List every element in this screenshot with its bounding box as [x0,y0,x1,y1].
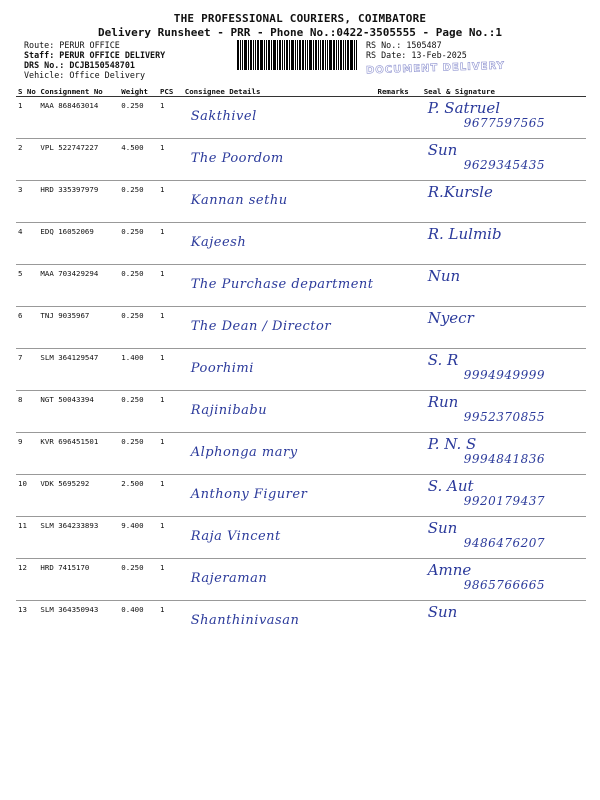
signature-cell [422,517,586,559]
receiver-phone: 9994949999 [463,368,546,382]
remarks-cell [376,223,422,265]
col-remarks: Remarks [376,86,422,97]
consignee-cell [183,559,376,601]
consignee-name-handwritten: Rajeraman [190,571,268,586]
consignee-cell [183,181,376,223]
remarks-cell [376,307,422,349]
row-weight: 2.500 [119,475,158,517]
consignee-cell [183,307,376,349]
row-sno: 7 [16,349,38,391]
signature-cell [422,475,586,517]
signature-area [424,143,584,177]
signature-area [424,605,584,639]
row-consignment-no: SLM 364233893 [38,517,119,559]
signature-area [424,185,584,219]
table-row [16,517,586,559]
signature-area [424,353,584,387]
consignee-name-handwritten: The Poordom [190,151,284,166]
signature-cell [422,307,586,349]
table-row [16,559,586,601]
consignee-cell [183,601,376,643]
row-sno: 8 [16,391,38,433]
consignee-name-handwritten: Raja Vincent [190,529,281,544]
row-consignment-no: VDK 5695292 [38,475,119,517]
route-label: Route: PERUR OFFICE [24,40,120,50]
receiver-signature: P. N. S [427,435,477,453]
row-weight: 0.250 [119,559,158,601]
row-consignment-no: HRD 7415170 [38,559,119,601]
row-sno: 3 [16,181,38,223]
table-row [16,181,586,223]
row-weight: 0.250 [119,181,158,223]
signature-area [424,101,584,135]
remarks-cell [376,97,422,139]
row-weight: 0.250 [119,391,158,433]
consignee-cell [183,265,376,307]
col-weight: Weight [119,86,158,97]
consignee-name-handwritten: Alphonga mary [190,445,298,460]
row-consignment-no: MAA 703429294 [38,265,119,307]
document-title: THE PROFESSIONAL COURIERS, COIMBATORE [173,12,427,25]
consignee-cell [183,433,376,475]
col-sno: S No [16,86,38,97]
remarks-cell [376,601,422,643]
table-row [16,139,586,181]
signature-cell [422,265,586,307]
remarks-cell [376,475,422,517]
signature-cell [422,601,586,643]
remarks-cell [376,391,422,433]
receiver-signature: Sun [427,603,458,621]
consignee-name-handwritten: The Purchase department [190,277,374,292]
row-pcs: 1 [158,265,183,307]
table-row [16,601,586,643]
remarks-cell [376,517,422,559]
consignee-cell [183,517,376,559]
row-weight: 9.400 [119,517,158,559]
remarks-cell [376,265,422,307]
receiver-signature: R. Lulmib [427,225,502,243]
row-pcs: 1 [158,307,183,349]
row-consignment-no: HRD 335397979 [38,181,119,223]
staff-label: Staff: PERUR OFFICE DELIVERY [24,50,166,60]
col-pcs: PCS [158,86,183,97]
row-pcs: 1 [158,139,183,181]
signature-cell [422,139,586,181]
receiver-phone: 9952370855 [463,410,546,424]
remarks-cell [376,349,422,391]
row-pcs: 1 [158,181,183,223]
signature-cell [422,433,586,475]
row-weight: 0.250 [119,265,158,307]
consignee-cell [183,97,376,139]
signature-area [424,437,584,471]
consignee-cell [183,223,376,265]
row-weight: 0.250 [119,307,158,349]
row-pcs: 1 [158,475,183,517]
receiver-signature: P. Satruel [427,99,501,117]
runsheet-table [16,86,586,642]
table-header-row [16,86,586,97]
remarks-cell [376,139,422,181]
row-consignment-no: EDQ 16052069 [38,223,119,265]
row-pcs: 1 [158,433,183,475]
row-pcs: 1 [158,349,183,391]
signature-cell [422,391,586,433]
receiver-phone: 9994841836 [463,452,546,466]
col-consignee: Consignee Details [183,86,376,97]
remarks-cell [376,181,422,223]
rs-number: RS No.: 1505487 [366,40,442,50]
receiver-signature: S. R [427,351,459,369]
receiver-phone: 9920179437 [463,494,546,508]
receiver-signature: Amne [427,561,472,579]
consignee-name-handwritten: Kannan sethu [190,193,288,208]
signature-cell [422,223,586,265]
runsheet-info-right [366,40,467,60]
col-signature: Seal & Signature [422,86,586,97]
consignee-cell [183,391,376,433]
receiver-signature: Run [427,393,459,411]
row-weight: 4.500 [119,139,158,181]
remarks-cell [376,559,422,601]
row-pcs: 1 [158,223,183,265]
row-sno: 9 [16,433,38,475]
signature-cell [422,559,586,601]
receiver-signature: Nun [427,267,461,285]
document-subtitle: Delivery Runsheet - PRR - Phone No.:0422-3505555 - Page No.:1 [98,26,502,39]
row-pcs: 1 [159,605,165,614]
table-row [16,223,586,265]
signature-cell [422,181,586,223]
row-sno: 11 [16,517,38,559]
table-row [16,307,586,349]
row-consignment-no: MAA 868463014 [38,97,119,139]
row-weight: 0.250 [119,433,158,475]
receiver-phone: 9629345435 [463,158,546,172]
row-sno: 1 [16,97,38,139]
table-row [16,349,586,391]
consignee-name-handwritten: Rajinibabu [190,403,268,418]
consignee-name-handwritten: The Dean / Director [190,319,332,334]
receiver-signature: Nyecr [427,309,474,327]
table-row [16,475,586,517]
row-sno: 2 [16,139,38,181]
signature-area [424,227,584,261]
consignee-name-handwritten: Shanthinivasan [190,613,300,628]
row-pcs: 1 [158,559,183,601]
barcode [237,40,361,70]
consignee-name-handwritten: Poorhimi [190,361,254,376]
receiver-signature: S. Aut [427,477,474,495]
table-row [16,265,586,307]
consignee-cell [183,475,376,517]
receiver-phone: 9865766665 [463,578,546,592]
consignee-cell [183,349,376,391]
row-sno: 4 [16,223,38,265]
table-row [16,391,586,433]
row-sno: 6 [16,307,38,349]
drs-number: DRS No.: DCJB150548701 [24,60,135,70]
row-weight: 0.250 [119,97,158,139]
receiver-signature: Sun [427,519,458,537]
consignee-name-handwritten: Kajeesh [190,235,247,250]
row-weight: 0.400 [121,605,144,614]
rs-date: RS Date: 13-Feb-2025 [366,50,467,60]
vehicle-label: Vehicle: Office Delivery [24,70,146,80]
receiver-phone: 9677597565 [463,116,546,130]
col-consignment: Consignment No [38,86,119,97]
signature-area [424,563,584,597]
row-sno: 5 [16,265,38,307]
row-sno: 12 [16,559,38,601]
signature-area [424,395,584,429]
row-pcs: 1 [158,391,183,433]
signature-area [424,479,584,513]
row-consignment-no: NGT 50043394 [38,391,119,433]
signature-cell [422,349,586,391]
signature-area [424,269,584,303]
signature-cell [422,97,586,139]
table-row [16,97,586,139]
signature-area [424,311,584,345]
row-weight: 1.400 [119,349,158,391]
signature-area [424,521,584,555]
row-consignment-no: SLM 364129547 [38,349,119,391]
row-consignment-no: VPL 522747227 [38,139,119,181]
consignee-name-handwritten: Sakthivel [190,109,257,124]
consignee-cell [183,139,376,181]
row-sno: 13 [18,605,27,614]
table-row [16,433,586,475]
row-pcs: 1 [158,517,183,559]
receiver-phone: 9486476207 [463,536,546,550]
row-consignment-no: TNJ 9035967 [38,307,119,349]
row-consignment-no: SLM 364350943 [40,605,99,614]
remarks-cell [376,433,422,475]
receiver-signature: R.Kursle [427,183,493,201]
runsheet-info-left [24,40,165,80]
row-weight: 0.250 [119,223,158,265]
receiver-signature: Sun [427,141,458,159]
row-sno: 10 [16,475,38,517]
row-consignment-no: KVR 696451501 [38,433,119,475]
document-delivery-stamp: DOCUMENT DELIVERY [365,60,506,77]
row-pcs: 1 [158,97,183,139]
consignee-name-handwritten: Anthony Figurer [190,487,308,502]
